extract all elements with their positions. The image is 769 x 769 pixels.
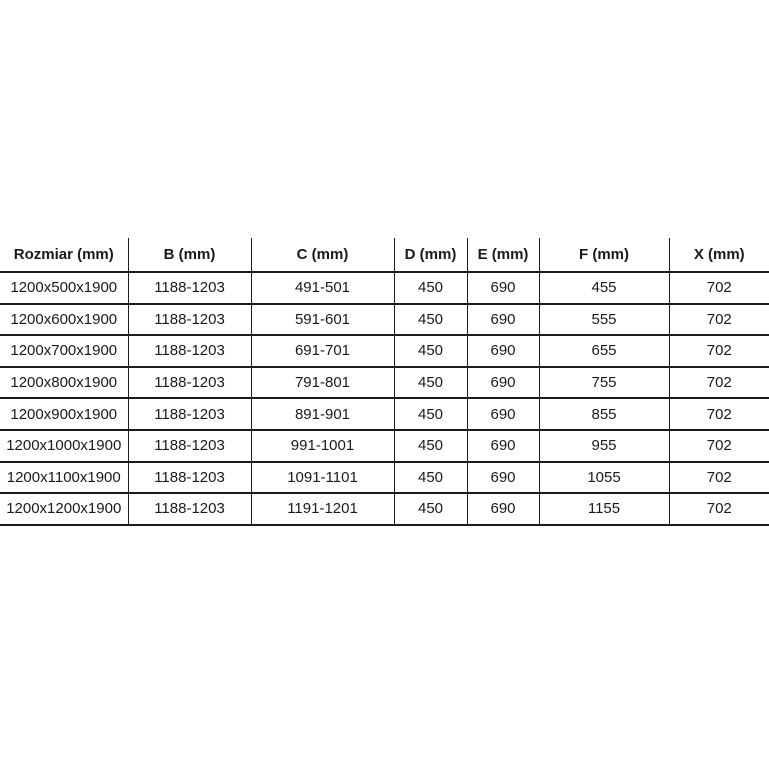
column-header: D (mm) — [394, 238, 467, 272]
column-header: C (mm) — [251, 238, 394, 272]
table-cell: 690 — [467, 367, 539, 399]
table-cell: 591-601 — [251, 304, 394, 336]
table-cell: 702 — [669, 272, 769, 304]
column-header: F (mm) — [539, 238, 669, 272]
table-cell: 1188-1203 — [128, 272, 251, 304]
table-cell: 991-1001 — [251, 430, 394, 462]
table-cell: 690 — [467, 430, 539, 462]
table-row — [0, 335, 769, 367]
table-cell: 1200x800x1900 — [0, 367, 128, 399]
table-cell: 702 — [669, 398, 769, 430]
column-header: Rozmiar (mm) — [0, 238, 128, 272]
table-cell: 891-901 — [251, 398, 394, 430]
table-cell: 690 — [467, 304, 539, 336]
table-cell: 1200x500x1900 — [0, 272, 128, 304]
table-row — [0, 367, 769, 399]
table-row — [0, 493, 769, 525]
table-cell: 702 — [669, 367, 769, 399]
table-cell: 450 — [394, 398, 467, 430]
table-cell: 690 — [467, 462, 539, 494]
table-header — [0, 238, 769, 272]
table-cell: 691-701 — [251, 335, 394, 367]
table-cell: 690 — [467, 493, 539, 525]
table-cell: 791-801 — [251, 367, 394, 399]
table-cell: 702 — [669, 335, 769, 367]
table-cell: 1200x1000x1900 — [0, 430, 128, 462]
table-cell: 755 — [539, 367, 669, 399]
table-cell: 450 — [394, 430, 467, 462]
table-cell: 450 — [394, 272, 467, 304]
table-cell: 1188-1203 — [128, 493, 251, 525]
table-cell: 450 — [394, 367, 467, 399]
column-header: E (mm) — [467, 238, 539, 272]
table-cell: 491-501 — [251, 272, 394, 304]
table-cell: 1188-1203 — [128, 304, 251, 336]
table-cell: 1188-1203 — [128, 367, 251, 399]
table-header-row — [0, 238, 769, 272]
table-cell: 455 — [539, 272, 669, 304]
table-cell: 1191-1201 — [251, 493, 394, 525]
table-cell: 1200x600x1900 — [0, 304, 128, 336]
table-cell: 690 — [467, 398, 539, 430]
table-cell: 1188-1203 — [128, 398, 251, 430]
table-row — [0, 462, 769, 494]
table-cell: 450 — [394, 462, 467, 494]
table-row — [0, 398, 769, 430]
column-header: X (mm) — [669, 238, 769, 272]
column-header: B (mm) — [128, 238, 251, 272]
table-cell: 702 — [669, 493, 769, 525]
table-cell: 655 — [539, 335, 669, 367]
table-cell: 1200x1100x1900 — [0, 462, 128, 494]
table-body — [0, 272, 769, 525]
table-row — [0, 304, 769, 336]
table-cell: 1155 — [539, 493, 669, 525]
table-cell: 1091-1101 — [251, 462, 394, 494]
table-cell: 450 — [394, 304, 467, 336]
table-cell: 1055 — [539, 462, 669, 494]
table-cell: 450 — [394, 493, 467, 525]
table-cell: 690 — [467, 335, 539, 367]
table-cell: 555 — [539, 304, 669, 336]
dimensions-table — [0, 238, 769, 526]
table-cell: 1188-1203 — [128, 430, 251, 462]
table-cell: 1200x700x1900 — [0, 335, 128, 367]
table-cell: 1200x900x1900 — [0, 398, 128, 430]
table-cell: 855 — [539, 398, 669, 430]
table-cell: 702 — [669, 430, 769, 462]
table-cell: 690 — [467, 272, 539, 304]
table-cell: 955 — [539, 430, 669, 462]
table-cell: 1188-1203 — [128, 462, 251, 494]
table-row — [0, 430, 769, 462]
table-cell: 702 — [669, 304, 769, 336]
table-row — [0, 272, 769, 304]
table-cell: 450 — [394, 335, 467, 367]
table-cell: 702 — [669, 462, 769, 494]
table-cell: 1188-1203 — [128, 335, 251, 367]
table-cell: 1200x1200x1900 — [0, 493, 128, 525]
